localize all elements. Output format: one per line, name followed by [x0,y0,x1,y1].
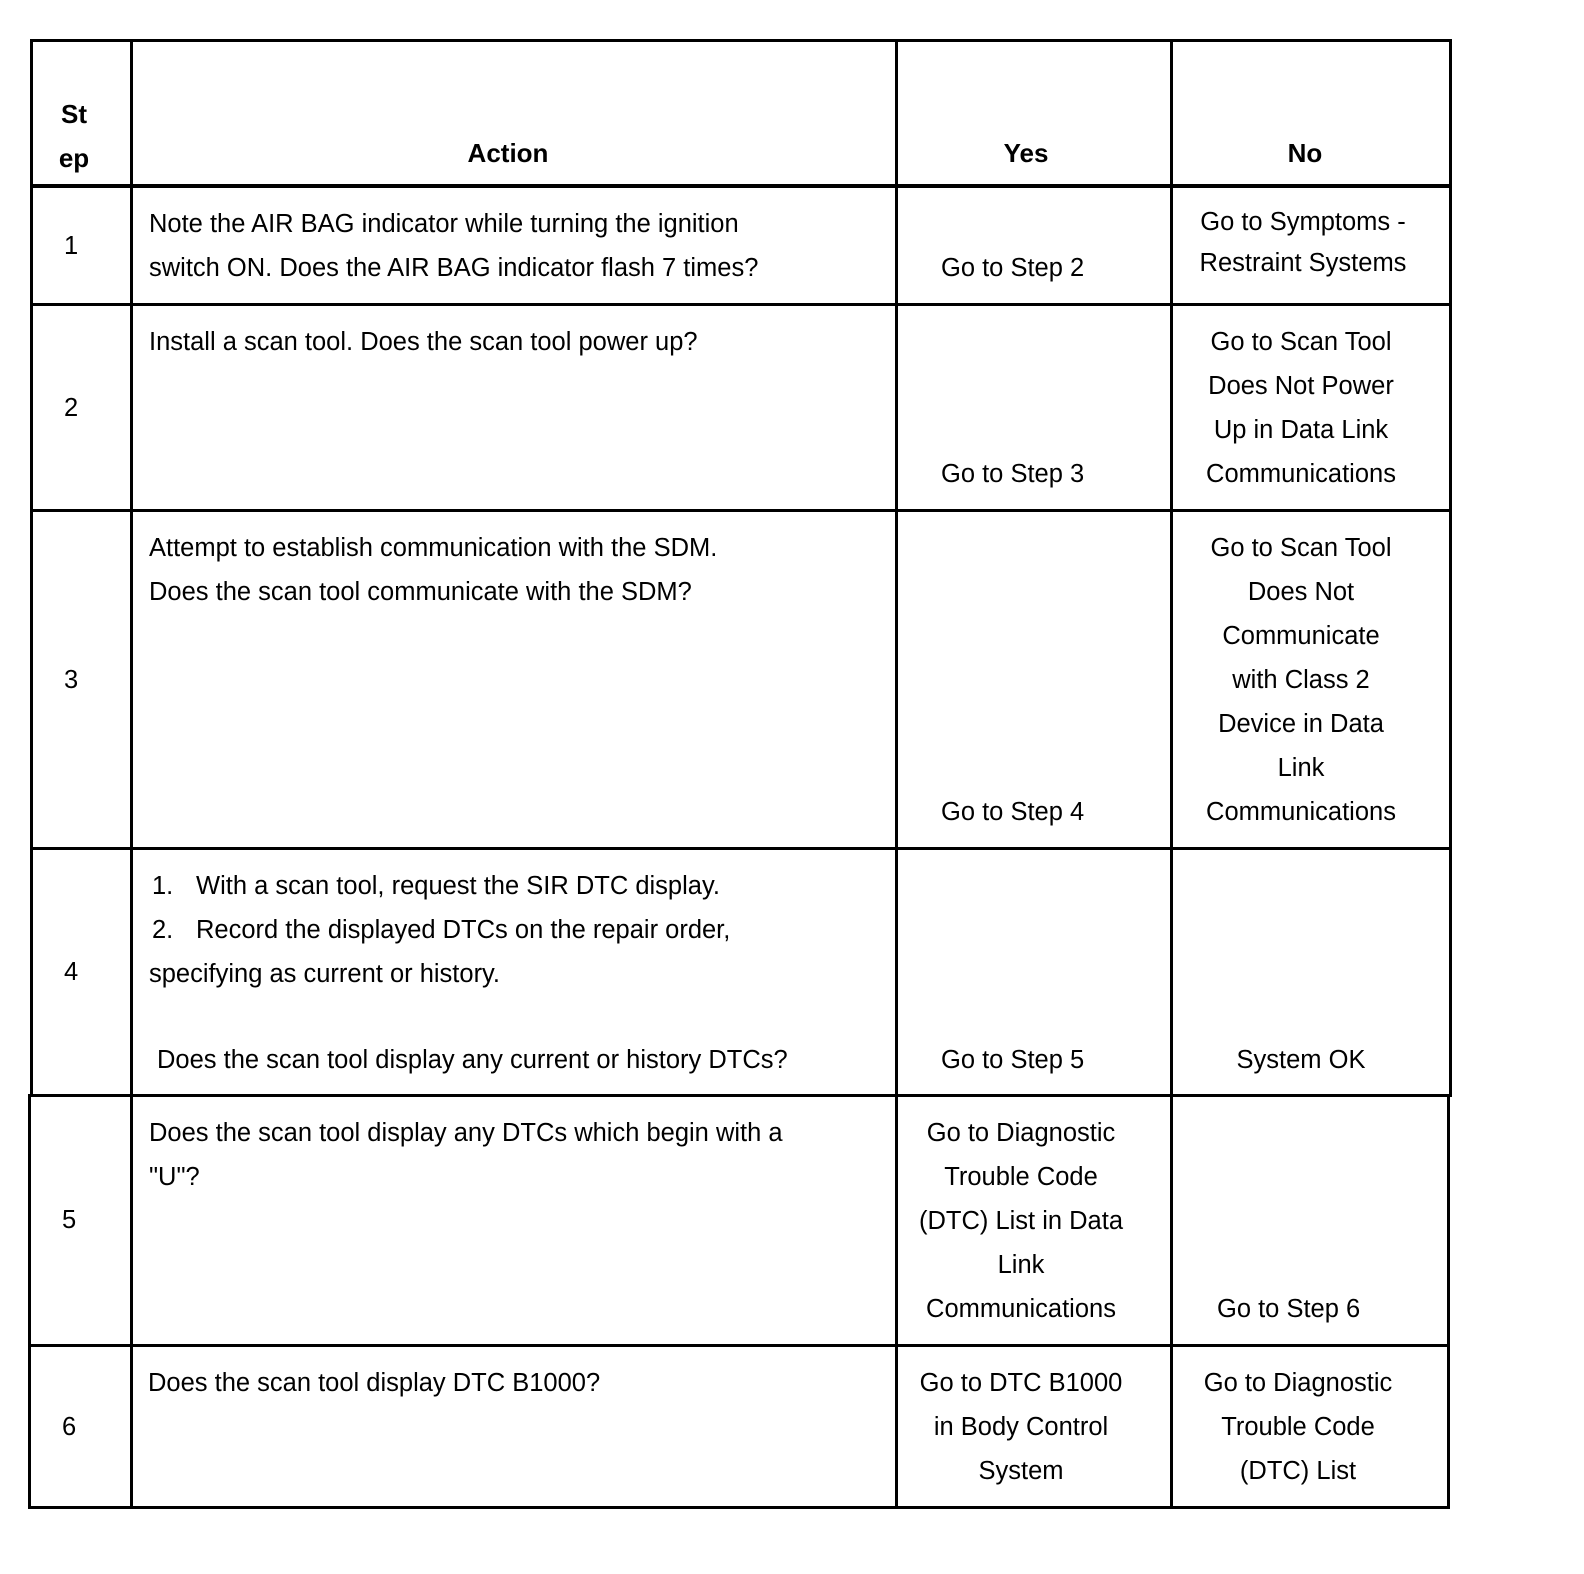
no-line: Trouble Code [1221,1413,1375,1441]
action-line: specifying as current or history. [149,960,500,988]
no-line: with Class 2 [1232,666,1370,694]
no-line: Go to Diagnostic [1203,1369,1393,1397]
column-header-action: Action [467,138,549,168]
action-cell: Does the scan tool display DTC B1000? [148,1369,601,1397]
yes-cell: Go to Step 4 [941,798,1085,826]
no-cell: System OK [1236,1046,1366,1074]
no-line: Go to Scan Tool [1210,534,1392,562]
yes-line: Go to Diagnostic [926,1119,1116,1147]
action-line: Attempt to establish communication with the SDM. [149,534,718,562]
action-cell [149,202,758,290]
list-text: With a scan tool, request the SIR DTC display. [196,872,720,900]
table-rule [30,509,1452,512]
no-line: Communications [1206,460,1396,488]
no-cell [1173,320,1429,496]
action-list-item [149,864,730,908]
yes-cell: Go to Step 5 [941,1046,1085,1074]
yes-cell [898,1111,1144,1331]
no-line: Does Not [1247,578,1355,606]
yes-cell: Go to Step 3 [941,460,1085,488]
action-line: Note the AIR BAG indicator while turning the ignition [149,210,739,238]
no-cell [1173,202,1433,284]
column-header-step-line: St [61,99,87,129]
no-line: (DTC) List [1239,1457,1357,1485]
action-line: Does the scan tool display any DTCs which begin with a [149,1119,783,1147]
no-line: Communicate [1222,622,1380,650]
no-line: Go to Symptoms - [1200,208,1406,236]
no-line: Link [1277,754,1325,782]
table-rule [1447,1094,1450,1509]
table-rule [28,1506,1450,1509]
column-header-step [34,92,114,180]
no-line: Restraint Systems [1199,249,1407,277]
action-line: switch ON. Does the AIR BAG indicator flash 7 times? [149,254,759,282]
action-cell [149,526,717,614]
table-rule [28,1344,1450,1347]
action-list-item [149,908,730,952]
list-text: Record the displayed DTCs on the repair order, [196,916,731,944]
yes-line: (DTC) List in Data [918,1207,1124,1235]
yes-cell: Go to Step 2 [941,254,1085,282]
list-number: 2. [152,916,174,944]
no-cell [1173,1361,1423,1493]
no-line: Communications [1206,798,1396,826]
yes-line: Go to DTC B1000 [919,1369,1123,1397]
table-rule [130,39,133,1509]
table-rule [28,1094,31,1509]
yes-line: System [978,1457,1064,1485]
no-cell: Go to Step 6 [1217,1295,1361,1323]
action-question: Does the scan tool display any current or history DTCs? [157,1046,788,1074]
step-number: 1 [64,232,79,260]
yes-line: Trouble Code [944,1163,1098,1191]
action-line: Does the scan tool communicate with the SDM? [149,578,692,606]
column-header-no: No [1287,138,1323,168]
yes-cell [898,1361,1144,1493]
table-rule [30,39,33,1097]
column-header-yes: Yes [1003,138,1049,168]
step-number: 6 [62,1413,77,1441]
no-cell [1173,526,1429,834]
table-rule [30,303,1452,306]
table-rule [30,184,1452,188]
table-rule [30,1094,1452,1097]
no-line: Device in Data [1218,710,1384,738]
no-line: Go to Scan Tool [1210,328,1392,356]
table-rule [30,39,1452,42]
action-cell: Install a scan tool. Does the scan tool power up? [149,328,698,356]
yes-line: Link [997,1251,1045,1279]
step-number: 4 [64,958,79,986]
step-number: 5 [62,1206,77,1234]
action-cell [149,864,730,996]
action-cell [149,1111,783,1199]
step-number: 3 [64,666,79,694]
list-number: 1. [152,872,174,900]
column-header-step-line: ep [58,143,90,173]
step-number: 2 [64,394,79,422]
table-rule [1449,39,1452,1097]
no-line: Does Not Power [1208,372,1394,400]
no-line: Up in Data Link [1213,416,1389,444]
table-rule [30,847,1452,850]
yes-line: Communications [926,1295,1116,1323]
action-line: "U"? [149,1163,200,1191]
yes-line: in Body Control [933,1413,1109,1441]
